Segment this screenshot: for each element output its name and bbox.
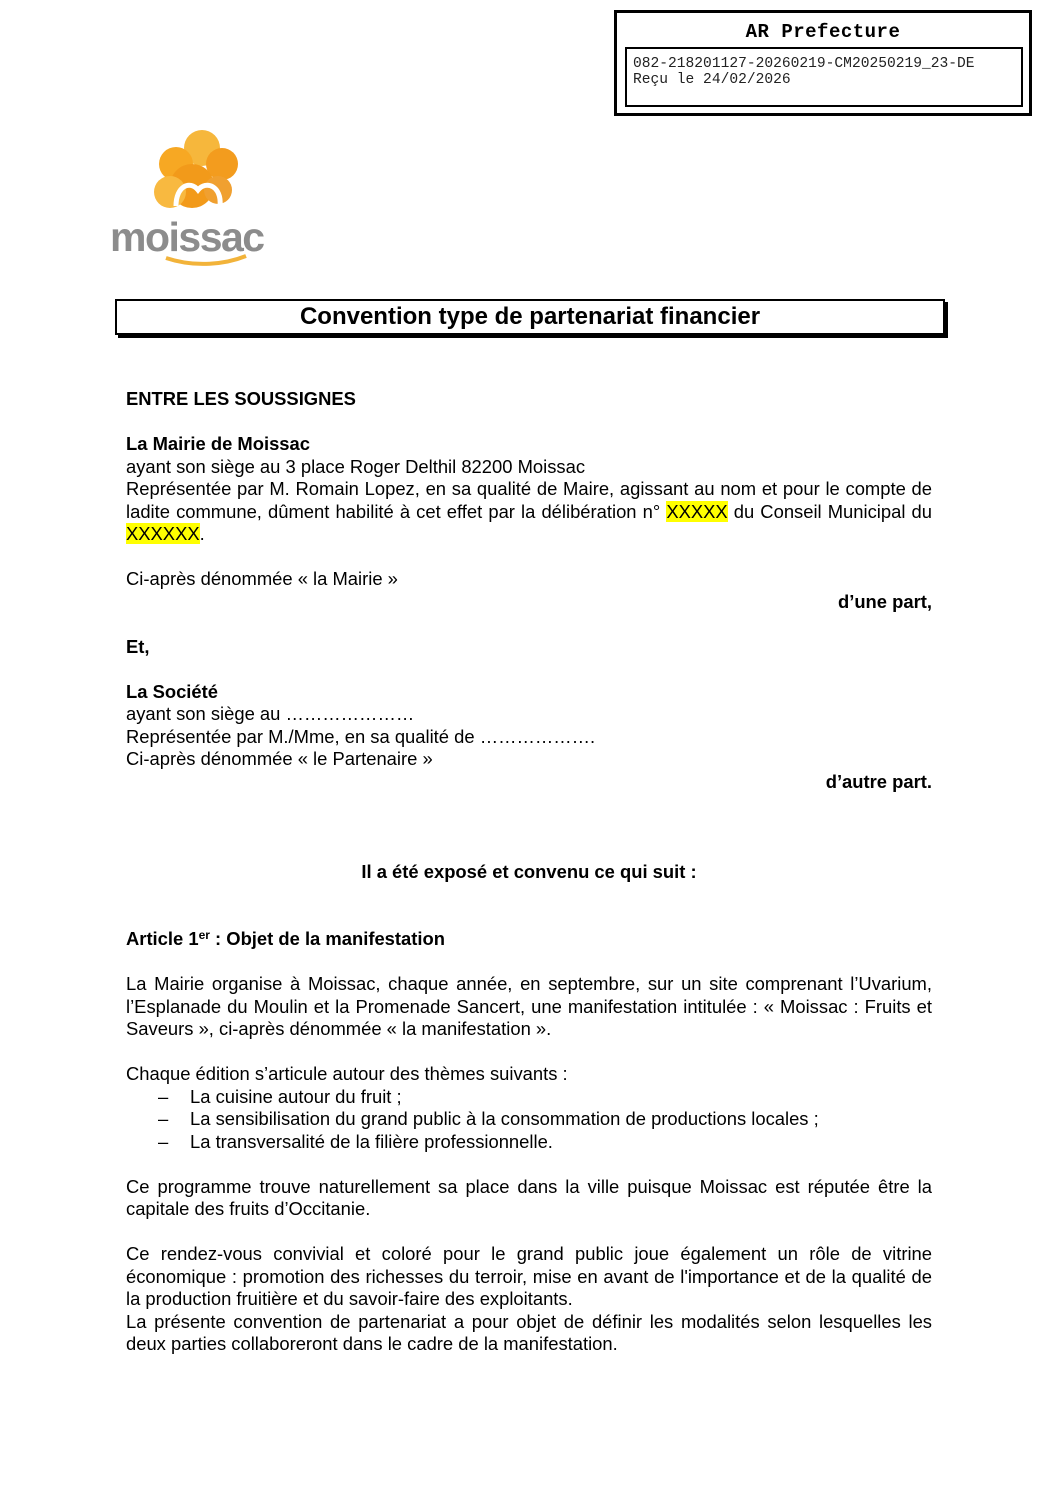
document-title-box [115, 299, 945, 335]
mairie-name: La Mairie de Moissac [126, 433, 310, 454]
themes-list [126, 1086, 932, 1154]
societe-name: La Société [126, 680, 218, 702]
stamp-received-date: Reçu le 24/02/2026 [633, 72, 791, 88]
article1-paragraph-4: Ce rendez-vous convivial et coloré pour le grand public joue également un rôle de vitrine économique : promotion des richesses du terroir, mise en avant de l'importance et de la qualité de la production fruitière et du savoir-faire des exploitants. [126, 1243, 932, 1309]
societe-part: d’autre part. [825, 770, 932, 792]
mairie-part: d’une part, [837, 590, 932, 612]
deliberation-number-placeholder: XXXXX [666, 500, 728, 522]
mairie-representation [126, 478, 932, 546]
document-title: Convention type de partenariat financier [299, 303, 761, 330]
societe-siege: ayant son siège au ………………… [126, 703, 415, 724]
document-body [126, 388, 932, 1356]
stamp-reference: 082-218201127-20260219-CM20250219_23-DE [633, 56, 975, 72]
article1-title [126, 928, 932, 951]
article1-title-a: Article 1 [126, 928, 199, 949]
prefecture-stamp [614, 10, 1032, 116]
mairie-denomination: Ci-après dénommée « la Mairie » [126, 568, 398, 589]
article1-title-b: : Objet de la manifestation [209, 928, 445, 949]
expose-heading: Il a été exposé et convenu ce qui suit : [361, 860, 697, 882]
article1-paragraph-3: Ce programme trouve naturellement sa place dans la ville puisque Moissac est réputée être la capitale des fruits d’Occitanie. [126, 1175, 932, 1219]
mairie-rep-text-3: . [199, 523, 205, 544]
list-item: – La cuisine autour du fruit ; [126, 1086, 932, 1109]
mairie-rep-text-1: Représentée par M. Romain Lopez, en sa qualité de Maire, agissant au nom et pour le compte de ladite commune, dûment habilité à cet effet par la délibération n° [126, 478, 932, 522]
moissac-logo [106, 128, 282, 268]
council-date-placeholder: XXXXXX [126, 523, 200, 544]
list-item: – La transversalité de la filière professionnelle. [126, 1131, 932, 1154]
societe-denomination: Ci-après dénommée « le Partenaire » [126, 748, 433, 769]
article1-paragraph-5: La présente convention de partenariat a pour objet de définir les modalités selon lesquelles les deux parties collaboreront dans le cadre de la manifestation. [126, 1310, 932, 1354]
article1-paragraph-1: La Mairie organise à Moissac, chaque année, en septembre, sur un site comprenant l’Uvarium, l’Esplanade du Moulin et la Promenade Sancert, une manifestation intitulée : « Moissac : Fruits et Saveurs », ci-après dénommée « la manifestation ». [126, 973, 932, 1039]
logo-wordmark: moissac [110, 214, 264, 260]
list-item: – La sensibilisation du grand public à la consommation de productions locales ; [126, 1108, 932, 1131]
mairie-siege: ayant son siège au 3 place Roger Delthil 82200 Moissac [126, 455, 586, 477]
stamp-details [625, 47, 1023, 107]
entre-heading: ENTRE LES SOUSSIGNES [126, 388, 356, 409]
mairie-rep-text-2: du Conseil Municipal du [727, 500, 932, 522]
article1-paragraph-2: Chaque édition s’articule autour des thèmes suivants : [126, 1063, 568, 1084]
et-label: Et, [126, 635, 150, 657]
article1-title-sup: er [198, 928, 210, 942]
stamp-title: AR Prefecture [745, 21, 901, 43]
societe-representation: Représentée par M./Mme, en sa qualité de ………………. [126, 725, 596, 747]
